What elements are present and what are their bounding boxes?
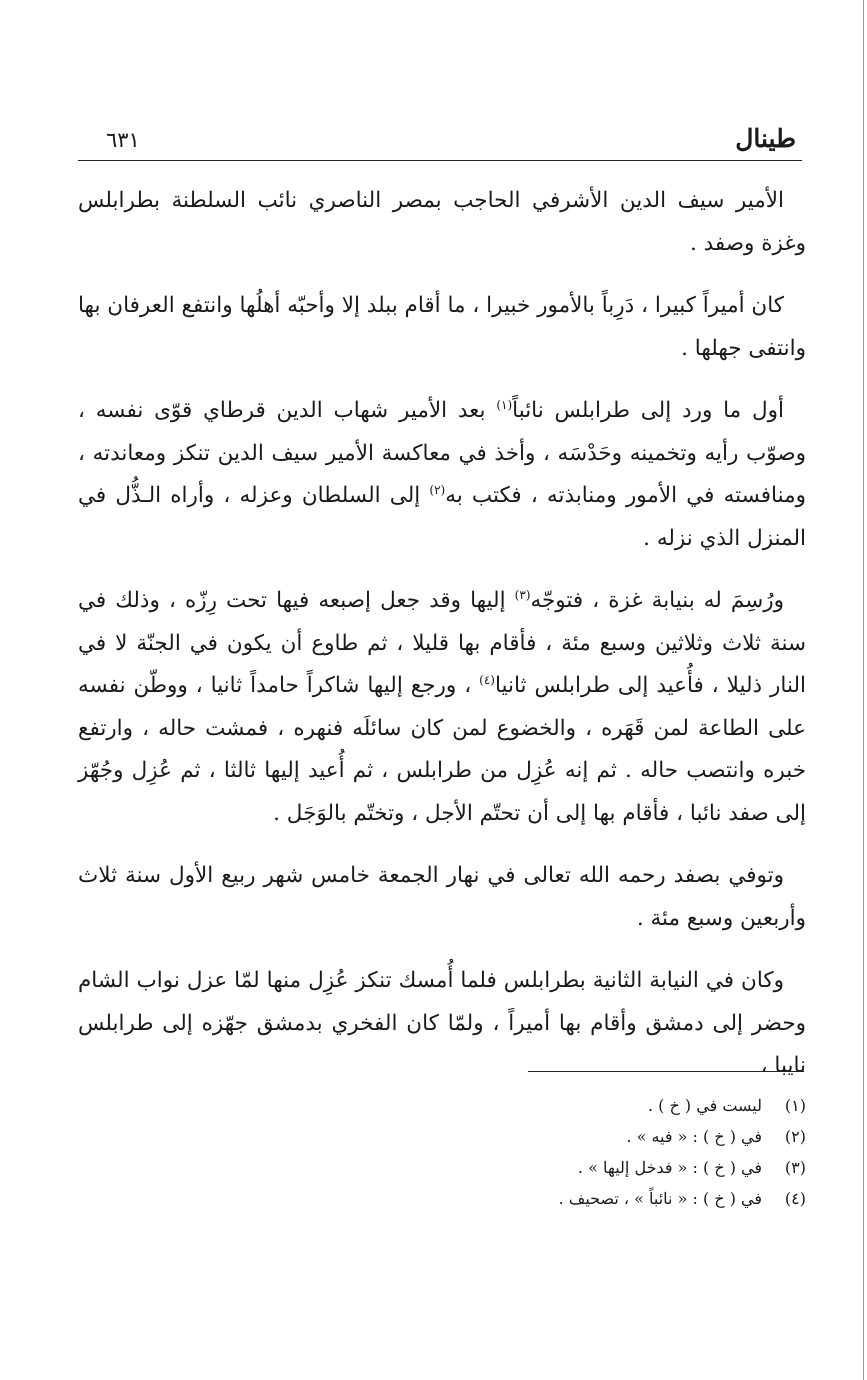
footnote-ref-3: (٣) <box>514 587 531 602</box>
footnote-text: في ( خ ) : « فيه » . <box>626 1127 762 1146</box>
footnote-text: في ( خ ) : « نائباً » ، تصحيف . <box>558 1189 762 1208</box>
paragraph-text: ، ورجع إليها شاكراً حامداً ثانيا ، ووطّن نفسه على الطاعة لمن قَهَره ، والخضوع لمن كان سائلَه فنهره ، فمشت حاله ، وارتفع خبره وانتصب حاله . ثم إنه عُزِل من طرابلس ، ثم أُعيد إليها ثالثا ، ثم عُزِل وجُهّز إلى صفد نائبا ، فأقام بها إلى أن تحتّم الأجل ، وتختّم بالوَجَل . <box>78 673 806 826</box>
footnote-2 <box>80 1121 808 1152</box>
footnote-number: (١) <box>784 1096 806 1115</box>
running-head: طينال <box>735 124 796 153</box>
page-header <box>78 118 802 161</box>
paragraph-4 <box>78 580 806 835</box>
paragraph-text: ورُسِمَ له بنيابة غزة ، فتوجّه <box>530 588 784 613</box>
paragraph-text: الأمير سيف الدين الأشرفي الحاجب بمصر الناصري نائب السلطنة بطرابلس وغزة وصفد . <box>78 188 806 256</box>
footnote-text: في ( خ ) : « فدخل إليها » . <box>577 1158 762 1177</box>
paragraph-3 <box>78 390 806 560</box>
main-text <box>78 180 806 1108</box>
footnote-number: (٣) <box>784 1158 806 1177</box>
paragraph-6 <box>78 960 806 1088</box>
footnote-ref-1: (١) <box>496 397 513 412</box>
paragraph-1 <box>78 180 806 265</box>
paragraph-text: إليها وقد جعل إصبعه فيها تحت رِزّه ، وذلك في سنة ثلاث وثلاثين وسبع مئة ، فأقام بها قليلا ، ثم طاوع أن يكون في الجنّة لا في النار ذليلا ، فأُعيد إلى طرابلس ثانيا <box>78 588 806 698</box>
paragraph-5 <box>78 855 806 940</box>
paragraph-text: أول ما ورد إلى طرابلس نائباً <box>512 398 784 423</box>
footnote-ref-4: (٤) <box>479 672 495 687</box>
paragraph-text: بعد الأمير شهاب الدين قرطاي قوّى نفسه ، وصوّب رأيه وتخمينه وحَدْسَه ، وأخذ في معاكسة الأمير سيف الدين تنكز ومعاندته ، ومنافسته في الأمور ومنابذته ، فكتب به <box>78 398 806 508</box>
paragraph-2 <box>78 285 806 370</box>
footnote-1 <box>80 1090 808 1121</box>
footnotes <box>80 1090 808 1214</box>
footnote-4 <box>80 1183 808 1214</box>
footnote-3 <box>80 1152 808 1183</box>
page-number: ٦٣١ <box>106 128 140 152</box>
paragraph-text: وتوفي بصفد رحمه الله تعالى في نهار الجمعة خامس شهر ربيع الأول سنة ثلاث وأربعين وسبع مئة . <box>78 863 806 931</box>
footnote-number: (٤) <box>784 1189 806 1208</box>
paragraph-text: إلى السلطان وعزله ، وأراه الـذُّل في المنزل الذي نزله . <box>78 483 806 551</box>
footnote-ref-2: (٢) <box>429 482 446 497</box>
paragraph-text: كان أميراً كبيرا ، دَرِباً بالأمور خبيرا ، ما أقام ببلد إلا وأحبّه أهلُها وانتفع العرفان بها وانتفى جهلها . <box>78 293 806 361</box>
paragraph-text: وكان في النيابة الثانية بطرابلس فلما أُمسك تنكز عُزِل منها لمّا عزل نواب الشام وحضر إلى دمشق وأقام بها أميراً ، ولمّا كان الفخري بدمشق جهّزه إلى طرابلس نايبا ، <box>78 968 806 1078</box>
footnote-number: (٢) <box>784 1127 806 1146</box>
footnote-divider <box>528 1071 804 1072</box>
scan-edge-line <box>863 0 864 1380</box>
footnote-text: ليست في ( خ ) . <box>648 1096 762 1115</box>
